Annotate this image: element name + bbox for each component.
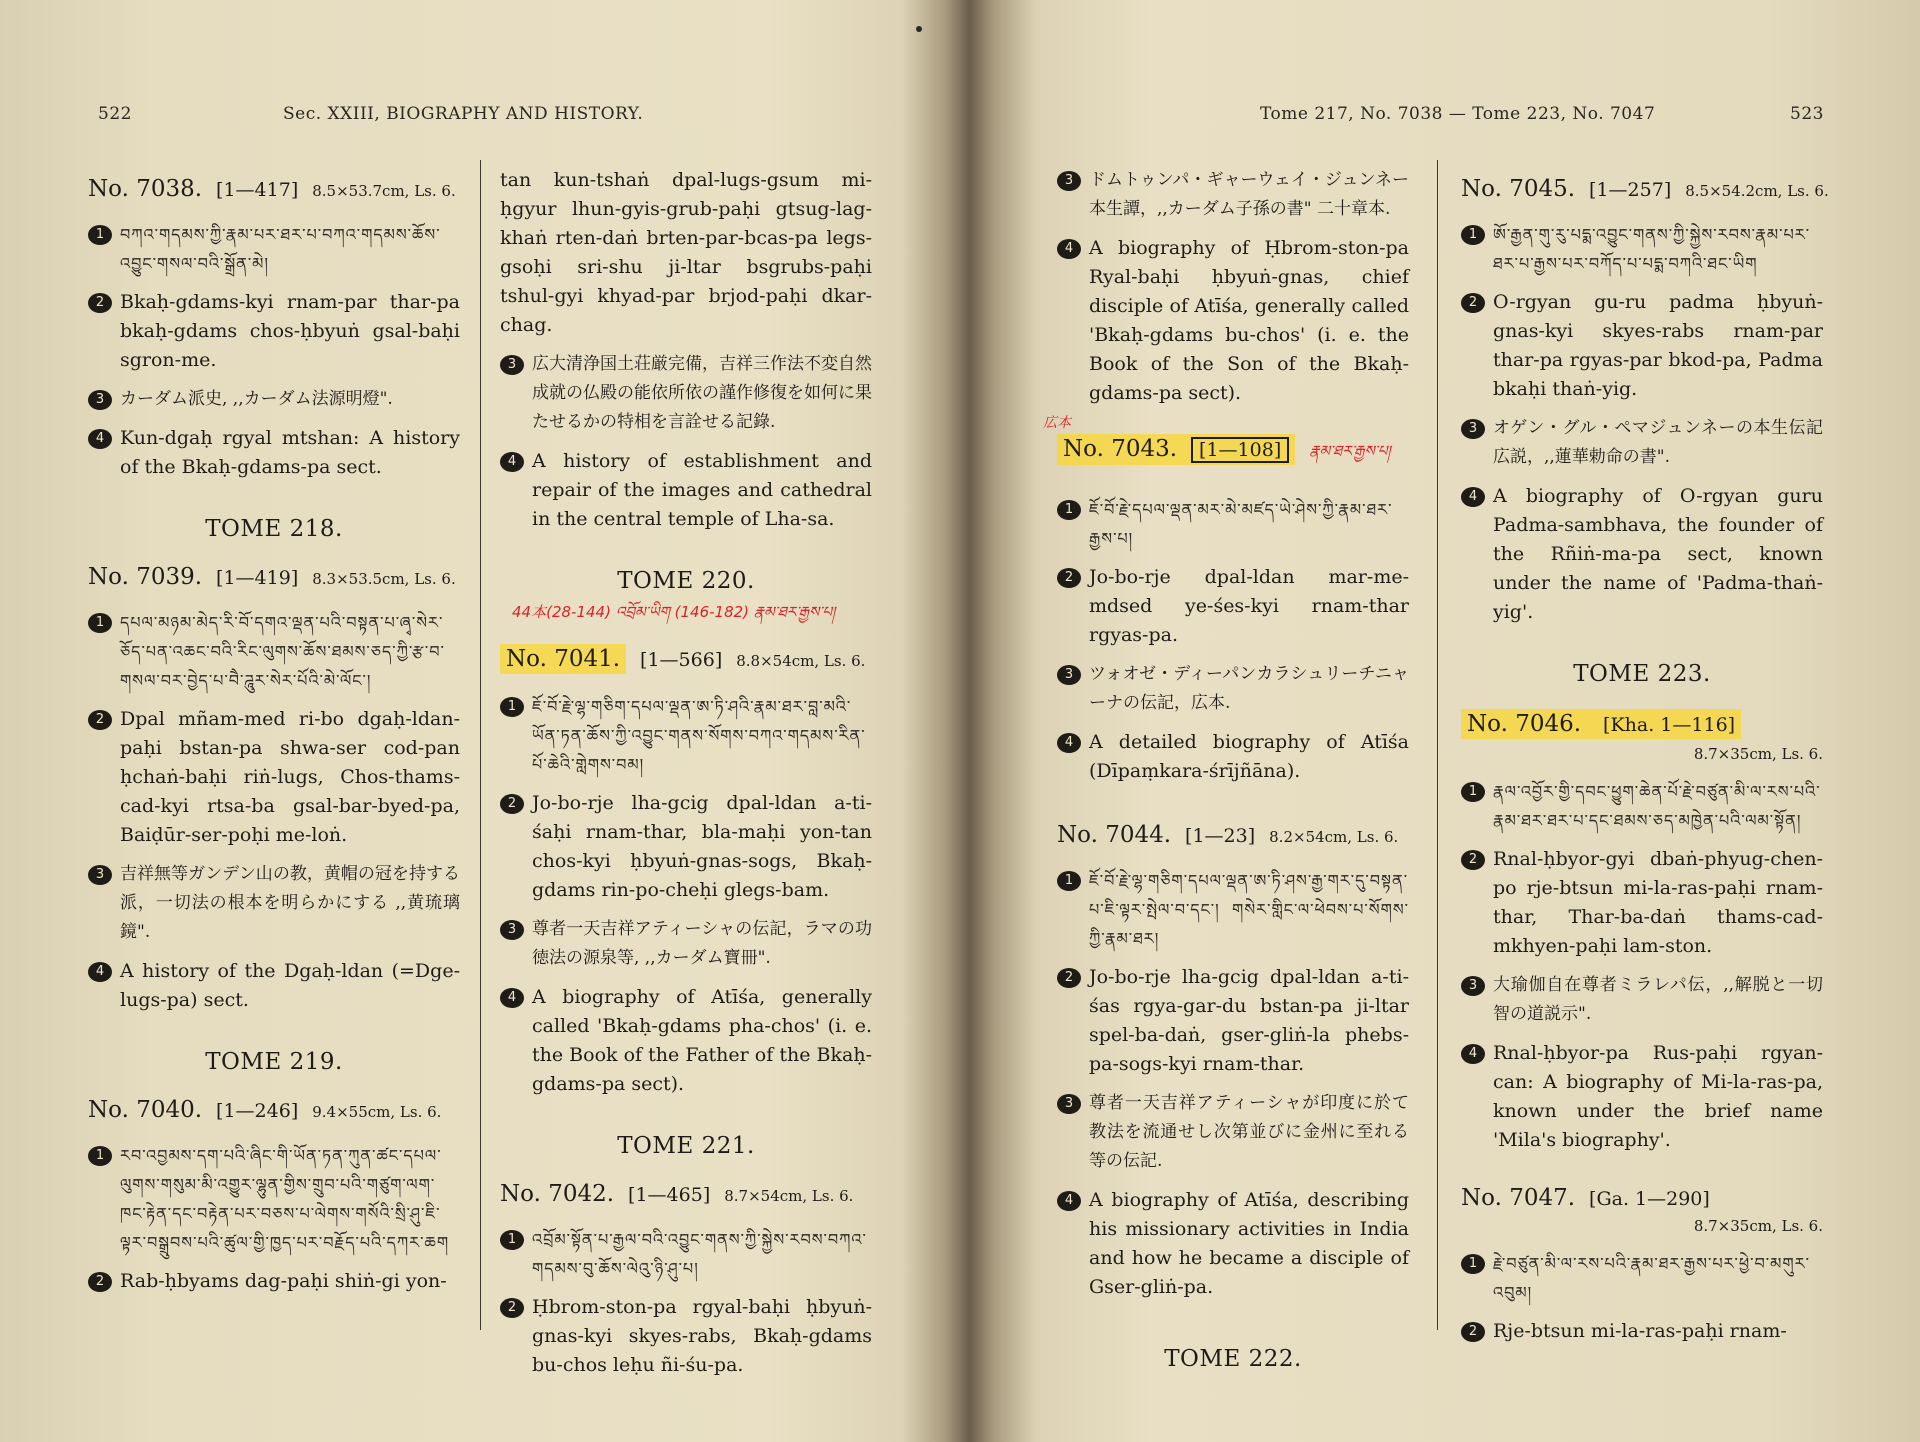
item-3 (1057, 166, 1409, 224)
tibetan-title: ཇོ་བོ་རྗེ་ལྷ་གཅིག་དཔལ་ལྡན་ཨ་ཏི་ཤས་རྒྱ་གར་དུ་བསྟན་པ་ཇི་ལྟར་སྤེལ་བ་དང་། གསེར་གླིང་ལ་ཕེབས་པ་སོགས་ཀྱི་རྣམ་ཐར། (1089, 871, 1409, 948)
folio-range: [1—566] (640, 649, 723, 671)
item-1 (500, 692, 872, 779)
column-rule (480, 160, 481, 1330)
item-4 (88, 424, 460, 482)
circle-1-icon: 1 (1057, 500, 1081, 520)
item-2 (88, 705, 460, 850)
folio-range: [1—417] (216, 179, 299, 201)
folio-range: [1—257] (1589, 179, 1672, 201)
tibetan-title: བཀའ་གདམས་ཀྱི་རྣམ་པར་ཐར་པ་བཀའ་གདམས་ཆོས་འབྱུང་གསལ་བའི་སྒྲོན་མེ། (120, 225, 441, 273)
column-rule (1437, 160, 1438, 1330)
running-head-right: Tome 217, No. 7038 — Tome 223, No. 7047 (1260, 104, 1656, 124)
circle-2-icon: 2 (1057, 568, 1081, 588)
tibetan-title: དཔལ་མཉམ་མེད་རི་བོ་དགའ་ལྡན་པའི་བསྟན་པ་ཞྭ་སེར་ཅོད་པན་འཆང་བའི་རིང་ལུགས་ཆོས་ཐམས་ཅད་ཀྱི་རྩ་བ་གསལ་བར་བྱེད་པ་བཻ་ཌཱུར་སེར་པོའི་མེ་ལོང་། (120, 613, 445, 690)
item-2 (1057, 963, 1409, 1079)
circle-3-icon: 3 (88, 865, 112, 885)
folio-range: [Kha. 1—116] (1603, 714, 1736, 736)
highlighted-box (1057, 434, 1295, 465)
english-description: A biography of O-rgyan guru Padma-sambhava, the founder of the Rñiṅ-ma-pa sect, known under the name of 'Padma-thaṅ-yig'. (1493, 485, 1823, 623)
item-1 (1057, 495, 1409, 553)
entry-number: No. 7045. (1461, 176, 1576, 202)
entry-7043-block (1043, 415, 1409, 477)
left-column-2 (500, 160, 872, 1390)
item-1 (88, 1141, 460, 1257)
dimensions: 8.7×35cm, Ls. 6. (1693, 745, 1823, 763)
circle-3-icon: 3 (500, 355, 524, 375)
circle-2-icon: 2 (88, 710, 112, 730)
circle-4-icon: 4 (88, 429, 112, 449)
circle-4-icon: 4 (1057, 1191, 1081, 1211)
dimensions: 8.3×53.5cm, Ls. 6. (312, 570, 456, 588)
item-3 (500, 350, 872, 437)
item-4 (88, 957, 460, 1015)
item-2 (1461, 288, 1823, 404)
dimensions: 8.8×54cm, Ls. 6. (736, 652, 866, 670)
japanese-title: 尊者一天吉祥アティーシャの伝記，ラマの功徳法の源泉等, ,,カーダム寶冊". (532, 919, 872, 968)
item-4 (500, 983, 872, 1099)
folio-range: [Ga. 1—290] (1589, 1188, 1710, 1210)
circle-1-icon: 1 (1461, 225, 1485, 245)
item-3 (1057, 1089, 1409, 1176)
japanese-title: ツォオゼ・ディーパンカラシュリーチニャーナの伝記，広本. (1089, 664, 1409, 713)
entry-7041-head (500, 644, 872, 674)
english-description: A history of the Dgaḥ-ldan (=Dge-lugs-pa) sect. (120, 960, 460, 1011)
entry-number: No. 7043. (1063, 436, 1178, 462)
item-3 (88, 860, 460, 947)
left-column-1 (88, 160, 460, 1306)
circle-2-icon: 2 (88, 1272, 112, 1292)
circle-1-icon: 1 (88, 1146, 112, 1166)
dimensions: 8.5×53.7cm, Ls. 6. (312, 182, 456, 200)
romanized-title: Jo-bo-rje dpal-ldan mar-me-mdsed ye-śes-kyi rnam-thar rgyas-pa. (1089, 566, 1409, 646)
item-2 (1057, 563, 1409, 650)
entry-7044-head (1057, 822, 1409, 848)
entry-7042-head (500, 1181, 872, 1207)
romanized-title: Jo-bo-rje lha-gcig dpal-ldan a-ti-śaḥi rnam-thar, bla-maḥi yon-tan chos-kyi ḥbyuṅ-gnas-sogs, Bkaḥ-gdams rin-po-cheḥi glegs-bam. (532, 792, 872, 901)
circle-3-icon: 3 (1057, 1094, 1081, 1114)
romanized-title: Rnal-ḥbyor-gyi dbaṅ-phyug-chen-po rje-btsun mi-la-ras-paḥi rnam-thar, Thar-ba-daṅ thams-cad-mkhyen-paḥi lam-ston. (1493, 848, 1823, 957)
item-1 (1057, 866, 1409, 953)
right-column-1 (1043, 160, 1409, 1394)
item-1 (88, 220, 460, 278)
entry-7039-head (88, 564, 460, 590)
tome-heading: TOME 223. (1573, 661, 1711, 687)
tome-heading: TOME 219. (205, 1049, 343, 1075)
circle-4-icon: 4 (1461, 1044, 1485, 1064)
item-1 (1461, 1249, 1823, 1307)
circle-3-icon: 3 (88, 390, 112, 410)
dimensions: 8.2×54cm, Ls. 6. (1269, 828, 1399, 846)
item-2 (500, 1293, 872, 1380)
item-4 (500, 447, 872, 534)
handwritten-annotation: 44本(28-144) འབྲོམ་ཡིག (146-182) རྣམ་ཐར་རྒྱས་པ། (512, 603, 836, 621)
circle-1-icon: 1 (1461, 1254, 1485, 1274)
item-3 (500, 915, 872, 973)
folio-range: [1—465] (628, 1184, 711, 1206)
circle-4-icon: 4 (1057, 239, 1081, 259)
tome-heading: TOME 222. (1164, 1346, 1302, 1372)
tibetan-title: ཨོ་རྒྱན་གུ་རུ་པདྨ་འབྱུང་གནས་ཀྱི་སྐྱེས་རབས་རྣམ་པར་ཐར་པ་རྒྱས་པར་བཀོད་པ་པདྨ་བཀའི་ཐང་ཡིག (1493, 225, 1811, 273)
item-1 (88, 608, 460, 695)
japanese-title: ドムトゥンパ・ギャーウェイ・ジュンネー本生譚，,,カーダム子孫の書" 二十章本. (1089, 170, 1409, 219)
japanese-title: 大瑜伽自在尊者ミラレパ伝，,,解脱と一切智の道説示". (1493, 975, 1823, 1024)
japanese-title: オゲン・グル・ペマジュンネーの本生伝記広説，,,蓮華勅命の書". (1493, 418, 1823, 467)
circle-3-icon: 3 (1057, 171, 1081, 191)
item-4 (1057, 234, 1409, 408)
entry-number: No. 7044. (1057, 822, 1172, 848)
entry-number: No. 7042. (500, 1181, 615, 1207)
circle-1-icon: 1 (88, 613, 112, 633)
item-4 (1461, 1039, 1823, 1155)
circle-2-icon: 2 (1461, 293, 1485, 313)
circle-4-icon: 4 (1461, 487, 1485, 507)
tibetan-title: འབྲོམ་སྟོན་པ་རྒྱལ་བའི་འབྱུང་གནས་ཀྱི་སྐྱེས་རབས་བཀའ་གདམས་བུ་ཆོས་ལེའུ་ཉི་ཤུ་པ། (532, 1230, 867, 1278)
item-2 (88, 288, 460, 375)
circle-2-icon: 2 (88, 293, 112, 313)
romanized-title: Dpal mñam-med ri-bo dgaḥ-ldan-paḥi bstan-pa shwa-ser cod-pan ḥchaṅ-baḥi riṅ-lugs, Chos-thams-cad-kyi rtsa-ba gsal-bar-byed-pa, Baiḍūr-ser-poḥi me-loṅ. (120, 708, 460, 846)
japanese-title: 尊者一天吉祥アティーシャが印度に於て教法を流通せし次第並びに金州に至れる等の伝記. (1089, 1093, 1409, 1171)
tibetan-title: རྗེ་བཙུན་མི་ལ་རས་པའི་རྣམ་ཐར་རྒྱས་པར་ཕྱེ་བ་མགུར་འབུམ། (1493, 1254, 1810, 1302)
entry-7040-head (88, 1097, 460, 1123)
circle-2-icon: 2 (1461, 850, 1485, 870)
item-2 (500, 789, 872, 905)
tibetan-title: རབ་འབྱམས་དག་པའི་ཞིང་གི་ཡོན་ཏན་ཀུན་ཚང་དཔལ་ལུགས་གསུམ་མི་འགྱུར་ལྷུན་གྱིས་གྲུབ་པའི་གཙུག་ལག་ཁང་རྟེན་དང་བརྟེན་པར་བཅས་པ་ལེགས་གསོའི་སྲི་ཤུ་ཇི་ལྟར་བསྒྲུབས་པའི་ཚུལ་གྱི་ཁྱད་པར་བརྗོད་པའི་དཀར་ཆག (120, 1146, 450, 1252)
circle-3-icon: 3 (1461, 419, 1485, 439)
english-description: A biography of Atīśa, generally called 'Bkaḥ-gdams pha-chos' (i. e. the Book of the Father of the Bkaḥ-gdams-pa sect). (532, 986, 872, 1095)
circle-2-icon: 2 (500, 1298, 524, 1318)
handwritten-annotation: 広本 (1043, 415, 1071, 431)
running-head-left: Sec. XXIII, BIOGRAPHY AND HISTORY. (283, 104, 644, 124)
circle-1-icon: 1 (1461, 782, 1485, 802)
item-3 (1057, 660, 1409, 718)
item-3 (1461, 971, 1823, 1029)
item-3 (1461, 414, 1823, 472)
item-4 (1461, 482, 1823, 627)
circle-3-icon: 3 (500, 920, 524, 940)
entry-7043-head (1057, 434, 1409, 477)
item-1 (1461, 220, 1823, 278)
tome-heading: TOME 220. (617, 568, 755, 594)
entry-7046-head (1461, 709, 1823, 739)
entry-number: No. 7039. (88, 564, 203, 590)
circle-2-icon: 2 (500, 794, 524, 814)
circle-1-icon: 1 (88, 225, 112, 245)
tibetan-title: ཇོ་བོ་རྗེ་ལྷ་གཅིག་དཔལ་ལྡན་ཨ་ཏི་ཤའི་རྣམ་ཐར་བླ་མའི་ཡོན་ཏན་ཆོས་ཀྱི་འབྱུང་གནས་སོགས་བཀའ་གདམས་རིན་པོ་ཆེའི་གླེགས་བམ། (532, 697, 866, 774)
circle-3-icon: 3 (1461, 976, 1485, 996)
romanized-title: Jo-bo-rje lha-gcig dpal-ldan a-ti-śas rgya-gar-du bstan-pa ji-ltar spel-ba-daṅ, gser-gliṅ-la phebs-pa-sogs-kyi rnam-thar. (1089, 966, 1409, 1075)
continued-text: tan kun-tshaṅ dpal-lugs-gsum mi-ḥgyur lhun-gyis-grub-paḥi gtsug-lag-khaṅ rten-daṅ brten-par-bcas-pa legs-gsoḥi sri-shu ji-ltar bsgrubs-paḥi tshul-gyi khyad-par brjod-paḥi dkar-chag. (500, 169, 872, 336)
entry-number: No. 7047. (1461, 1185, 1576, 1211)
dimensions: 8.7×54cm, Ls. 6. (724, 1187, 854, 1205)
circle-4-icon: 4 (88, 962, 112, 982)
item-4 (1057, 728, 1409, 786)
entry-number: No. 7041. (500, 644, 626, 674)
item-4 (1057, 1186, 1409, 1302)
tibetan-title: རྣལ་འབྱོར་གྱི་དབང་ཕྱུག་ཆེན་པོ་རྗེ་བཙུན་མི་ལ་རས་པའི་རྣམ་ཐར་ཐར་པ་དང་ཐམས་ཅད་མཁྱེན་པའི་ལམ་སྟོན། (1493, 782, 1821, 830)
dimensions: 8.7×35cm, Ls. 6. (1693, 1217, 1823, 1235)
circle-4-icon: 4 (500, 988, 524, 1008)
folio-range: [1—108] (1191, 437, 1289, 463)
right-column-2 (1461, 160, 1829, 1356)
folio-range: [1—246] (216, 1100, 299, 1122)
romanized-title: Rje-btsun mi-la-ras-paḥi rnam- (1493, 1320, 1787, 1342)
item-3 (88, 385, 460, 414)
dimensions: 9.4×55cm, Ls. 6. (312, 1103, 442, 1121)
english-description: A biography of Ḥbrom-ston-pa Ryal-baḥi ḥbyuṅ-gnas, chief disciple of Atīśa, generally called 'Bkaḥ-gdams bu-chos' (i. e. the Book of the Son of the Bkaḥ-gdams-pa sect). (1089, 237, 1409, 404)
english-description: A detailed biography of Atīśa (Dīpaṃkara-śrījñāna). (1089, 731, 1409, 782)
circle-4-icon: 4 (1057, 733, 1081, 753)
romanized-title: O-rgyan gu-ru padma ḥbyuṅ-gnas-kyi skyes-rabs rnam-par thar-pa rgyas-par bkod-pa, Padma bkaḥi thaṅ-yig. (1493, 291, 1823, 400)
handwritten-annotation: རྣམ་ཐར་རྒྱས་པ། (1309, 442, 1391, 460)
circle-3-icon: 3 (1057, 665, 1081, 685)
ink-speck (916, 26, 922, 32)
item-2 (88, 1267, 460, 1296)
english-description: A history of establishment and repair of the images and cathedral in the central temple of Lha-sa. (532, 450, 872, 530)
item-2 (1461, 845, 1823, 961)
japanese-title: 広大清浄国土荘厳完備，吉祥三作法不変自然成就の仏殿の能依所依の謹作修復を如何に果たせるかの特相を言詮せる記錄. (532, 354, 872, 432)
circle-2-icon: 2 (1461, 1322, 1485, 1342)
english-description: Kun-dgaḥ rgyal mtshan: A history of the Bkaḥ-gdams-pa sect. (120, 427, 460, 478)
dimensions: 8.5×54.2cm, Ls. 6. (1685, 182, 1829, 200)
item-1 (500, 1225, 872, 1283)
right-page (985, 0, 1920, 1442)
circle-1-icon: 1 (500, 1230, 524, 1250)
folio-range: [1—419] (216, 567, 299, 589)
japanese-title: 吉祥無等ガンデン山の教，黄帽の冠を持する派，一切法の根本を明らかにする ,,黄琉璃鏡". (120, 864, 460, 942)
tibetan-title: ཇོ་བོ་རྗེ་དཔལ་ལྡན་མར་མེ་མཛད་ཡེ་ཤེས་ཀྱི་རྣམ་ཐར་རྒྱས་པ། (1089, 500, 1393, 548)
entry-number: No. 7038. (88, 176, 203, 202)
japanese-title: カーダム派史, ,,カーダム法源明燈". (120, 389, 393, 409)
tome-heading: TOME 218. (205, 516, 343, 542)
circle-1-icon: 1 (500, 697, 524, 717)
item-1 (1461, 777, 1823, 835)
romanized-title: Ḥbrom-ston-pa rgyal-baḥi ḥbyuṅ-gnas-kyi skyes-rabs, Bkaḥ-gdams bu-chos leḥu ñi-śu-pa. (532, 1296, 872, 1376)
circle-2-icon: 2 (1057, 968, 1081, 988)
circle-4-icon: 4 (500, 452, 524, 472)
highlighted-box (1461, 709, 1741, 739)
romanized-title: Rab-ḥbyams dag-paḥi shiṅ-gi yon- (120, 1270, 447, 1292)
entry-7045-head (1461, 176, 1829, 202)
english-description: Rnal-ḥbyor-pa Rus-paḥi rgyan-can: A biography of Mi-la-ras-pa, known under the brief name 'Mila's biography'. (1493, 1042, 1823, 1151)
entry-7047-head (1461, 1185, 1823, 1211)
entry-7038-head (88, 176, 460, 202)
circle-1-icon: 1 (1057, 871, 1081, 891)
page-number-left: 522 (98, 104, 132, 124)
romanized-title: Bkaḥ-gdams-kyi rnam-par thar-pa bkaḥ-gdams chos-ḥbyuṅ gsal-baḥi sgron-me. (120, 291, 460, 371)
entry-number: No. 7040. (88, 1097, 203, 1123)
entry-number: No. 7046. (1467, 711, 1582, 737)
page-number-right: 523 (1790, 104, 1824, 124)
english-description: A biography of Atīśa, describing his missionary activities in India and how he became a disciple of Gser-gliṅ-pa. (1089, 1189, 1409, 1298)
item-2 (1461, 1317, 1823, 1346)
folio-range: [1—23] (1185, 825, 1256, 847)
tome-heading: TOME 221. (617, 1133, 755, 1159)
